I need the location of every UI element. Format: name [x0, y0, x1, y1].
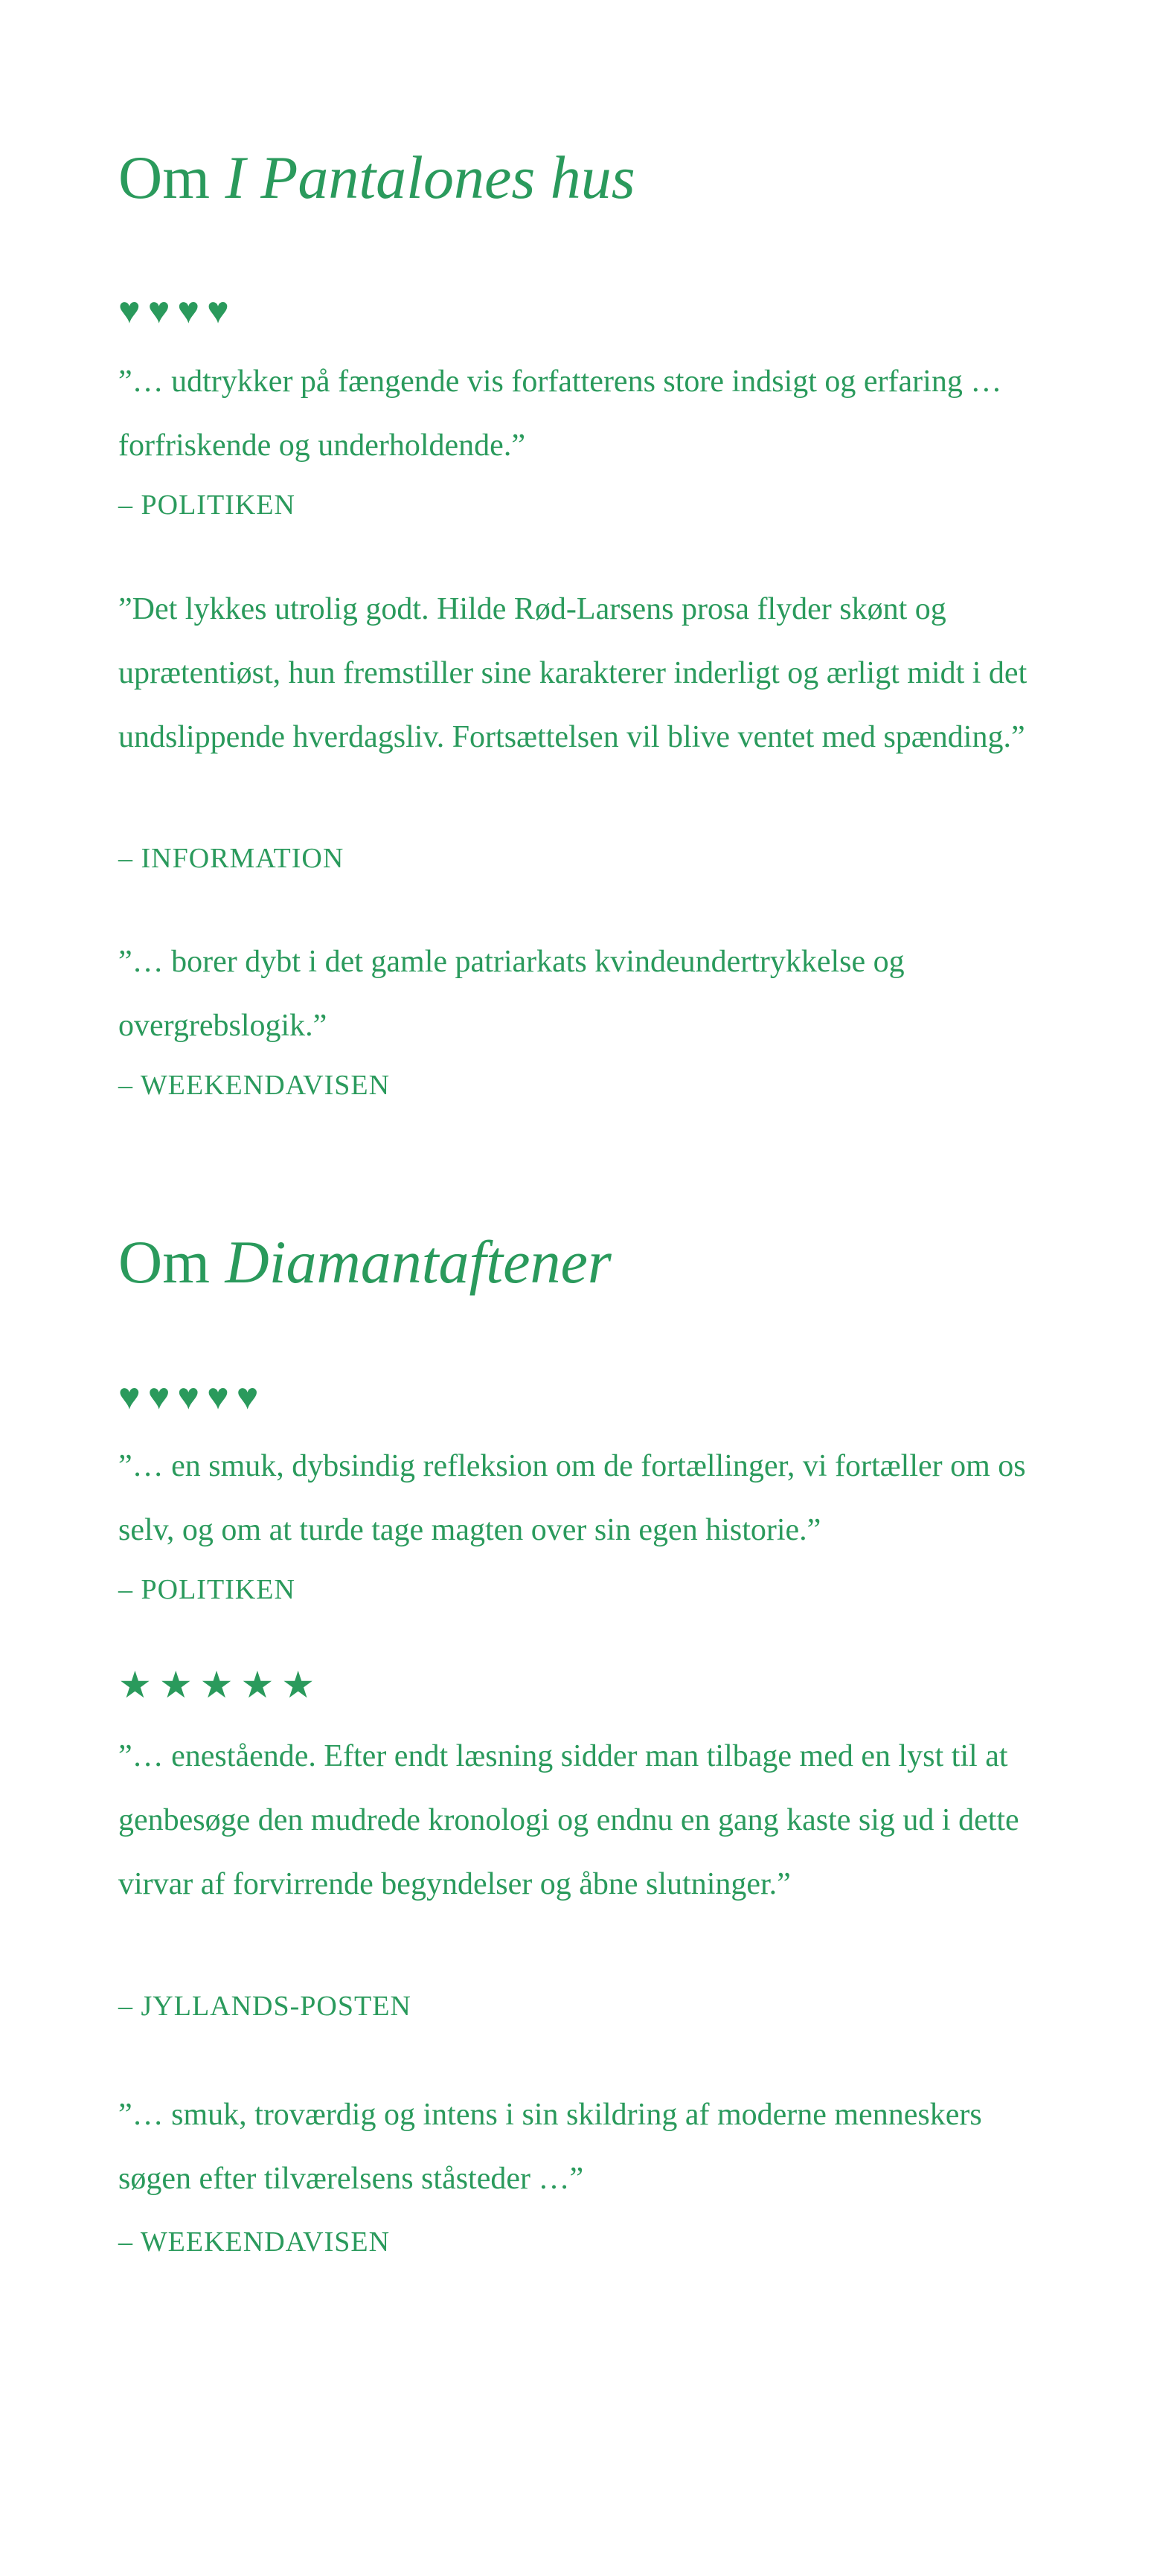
title-prefix: Om [118, 1228, 225, 1296]
review-source: – INFORMATION [118, 843, 344, 874]
review-quote: ”… enestående. Efter endt læsning sidder man tilbage med en lyst til at genbesøge den mudrede kronologi og endnu en gang kaste sig ud i dette virvar af forvirrende begyndelser og åbne slutninger.” [118, 1739, 1019, 1901]
review-source: – WEEKENDAVISEN [118, 1070, 391, 1101]
heart-rating: ♥♥♥♥ [118, 289, 237, 331]
book-title: I Pantalones hus [225, 144, 635, 211]
review-source: – POLITIKEN [118, 1574, 295, 1605]
star-rating: ★★★★★ [118, 1664, 323, 1706]
section-title-pantalone [118, 144, 635, 211]
review-source: – JYLLANDS-POSTEN [118, 1991, 411, 2022]
review-quote: ”… smuk, troværdig og intens i sin skildring af moderne menneskers søgen efter tilværelsens ståsteder …” [118, 2098, 982, 2196]
review-quote: ”… borer dybt i det gamle patriarkats kvindeundertrykkelse og overgrebslogik.” [118, 945, 905, 1043]
review-quote: ”Det lykkes utrolig godt. Hilde Rød-Larsens prosa flyder skønt og uprætentiøst, hun fremstiller sine karakterer inderligt og ærligt midt i det undslippende hverdagsliv. Fortsættelsen vil blive ventet med spænding.” [118, 592, 1027, 754]
review-source: – WEEKENDAVISEN [118, 2226, 391, 2258]
review-quote: ”… en smuk, dybsindig refleksion om de fortællinger, vi fortæller om os selv, og om at turde tage magten over sin egen historie.” [118, 1449, 1026, 1547]
heart-rating: ♥♥♥♥♥ [118, 1375, 266, 1417]
book-title: Diamantaftener [225, 1228, 612, 1296]
review-source: – POLITIKEN [118, 489, 295, 521]
review-quote: ”… udtrykker på fængende vis forfatterens store indsigt og erfaring … forfriskende og underholdende.” [118, 364, 1002, 463]
section-title-diamantaftener [118, 1228, 612, 1296]
title-prefix: Om [118, 144, 225, 211]
